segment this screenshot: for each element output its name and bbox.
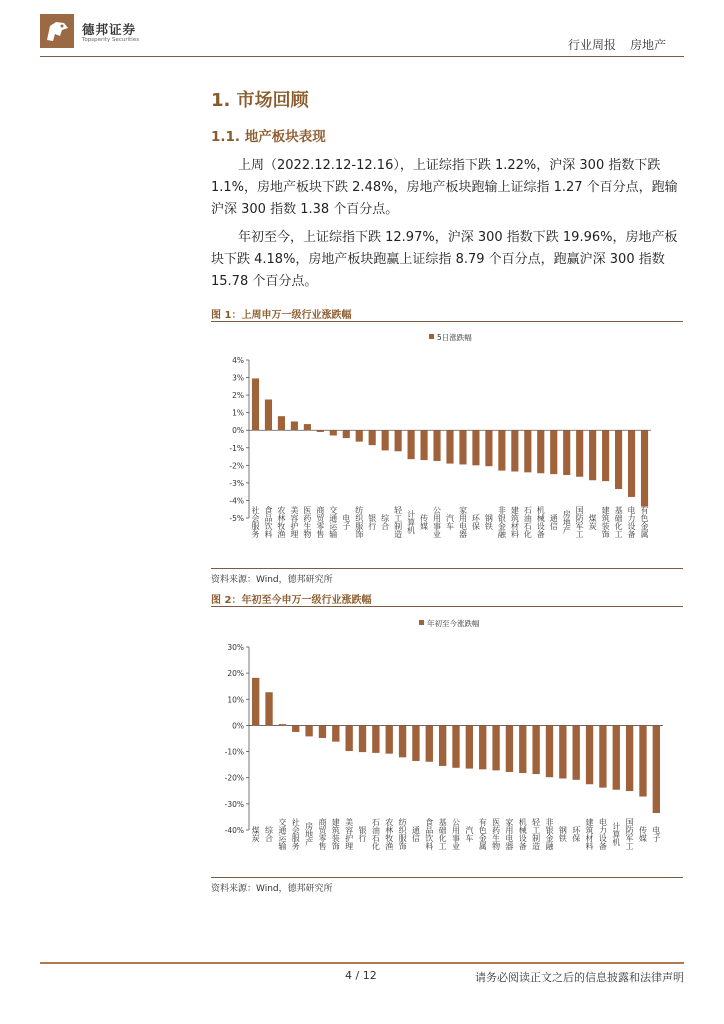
bar	[573, 725, 580, 779]
figure-1-title: 图 1：上周申万一级行业涨跌幅	[211, 310, 352, 321]
x-tick-label: 汽车	[464, 826, 474, 842]
x-tick-label: 医药生物	[302, 506, 312, 538]
y-tick-label: -30%	[224, 799, 244, 809]
bar	[472, 430, 479, 465]
legend-swatch	[429, 334, 434, 339]
x-tick-label: 计算机	[406, 510, 416, 534]
bar	[399, 725, 406, 757]
bar	[599, 725, 606, 787]
x-tick-label: 石油石化	[523, 506, 533, 538]
bar	[653, 725, 660, 813]
x-tick-label: 传媒	[419, 514, 429, 530]
bar	[319, 725, 326, 738]
x-tick-label: 电子	[651, 826, 661, 842]
x-tick-label: 公用事业	[432, 506, 442, 538]
figure-1-bottom-rule	[211, 568, 683, 569]
y-tick-label: 10%	[227, 695, 244, 705]
x-tick-label: 社会服务	[291, 818, 301, 850]
x-tick-label: 银行	[358, 826, 368, 842]
x-tick-label: 传媒	[638, 826, 648, 842]
y-tick-label: -2%	[229, 461, 244, 471]
figure-2-bottom-rule	[211, 877, 683, 878]
bar	[524, 430, 531, 472]
bar	[586, 725, 593, 784]
x-tick-label: 建筑装饰	[331, 818, 341, 850]
x-tick-label: 美容护理	[344, 818, 354, 850]
x-tick-label: 农林牧渔	[276, 506, 286, 538]
legal-disclaimer: 请务必阅读正文之后的信息披露和法律声明	[475, 971, 684, 984]
x-tick-label: 非银金融	[497, 506, 507, 538]
bar	[252, 678, 259, 726]
x-tick-label: 电子	[341, 514, 351, 530]
x-tick-label: 综合	[380, 514, 390, 530]
y-tick-label: 4%	[232, 356, 244, 365]
x-tick-label: 通信	[411, 826, 421, 842]
x-tick-label: 交通运输	[277, 818, 287, 850]
report-category	[568, 36, 666, 53]
paragraph-weekly: 上周（2022.12.12-12.16），上证综指下跌 1.22%，沪深 300 指数下跌 1.1%，房地产板块下跌 2.48%，房地产板块跑输上证综指 1.27 个百分点，跑输沪深 300 指数 1.38 个百分点。	[211, 158, 678, 217]
bar	[439, 725, 446, 766]
bar	[356, 430, 363, 441]
x-tick-label: 房地产	[304, 822, 314, 846]
x-tick-label: 建筑材料	[510, 506, 520, 538]
bar	[292, 725, 299, 732]
x-tick-label: 电力设备	[598, 818, 608, 850]
paragraph-ytd: 年初至今，上证综指下跌 12.97%，沪深 300 指数下跌 19.96%，房地产板块下跌 4.18%，房地产板块跑赢上证综指 8.79 个百分点，跑赢沪深 300 指数 15.78 个百分点。	[211, 230, 678, 289]
bar	[252, 378, 259, 430]
bar	[459, 430, 466, 464]
bar	[452, 725, 459, 767]
x-tick-label: 环保	[571, 826, 581, 842]
x-tick-label: 交通运输	[328, 506, 338, 538]
bar	[345, 725, 352, 751]
x-tick-label: 食品饮料	[263, 506, 273, 538]
bar	[479, 725, 486, 769]
figure-1-source: 资料来源：Wind，德邦研究所	[211, 575, 333, 585]
x-tick-label: 汽车	[445, 514, 455, 530]
y-tick-label: 30%	[227, 643, 244, 652]
bar	[305, 725, 312, 736]
figure-2-source: 资料来源：Wind，德邦研究所	[211, 884, 333, 894]
x-tick-label: 房地产	[562, 510, 572, 534]
bar	[317, 430, 324, 432]
bar	[589, 430, 596, 480]
industry-label: 房地产	[629, 38, 666, 52]
bar	[537, 430, 544, 473]
y-tick-label: 1%	[232, 408, 244, 418]
company-logo	[40, 14, 160, 48]
bar	[369, 430, 376, 445]
x-tick-label: 建筑装饰	[601, 506, 611, 538]
bar	[265, 692, 272, 725]
x-tick-label: 钢铁	[558, 826, 568, 842]
bar	[641, 430, 648, 506]
section-title: 1. 市场回顾	[211, 90, 309, 111]
x-tick-label: 轻工制造	[531, 818, 541, 850]
x-tick-label: 家用电器	[458, 506, 468, 538]
figure-2-top-rule	[211, 606, 683, 607]
bar	[639, 725, 646, 796]
x-tick-label: 计算机	[611, 822, 621, 846]
bar	[420, 430, 427, 460]
x-tick-label: 煤炭	[588, 514, 598, 530]
bar	[628, 430, 635, 497]
subsection-title: 1.1. 地产板块表现	[211, 129, 326, 145]
bar	[279, 724, 286, 725]
bar	[304, 424, 311, 430]
x-tick-label: 家用电器	[504, 818, 514, 850]
figure-1-top-rule	[211, 321, 683, 322]
x-tick-label: 商贸零售	[315, 506, 325, 538]
x-tick-label: 基础化工	[438, 818, 448, 850]
bar	[395, 430, 402, 451]
bar	[343, 430, 350, 438]
bar	[532, 725, 539, 774]
bar	[602, 430, 609, 481]
bar	[372, 725, 379, 752]
bar	[466, 725, 473, 768]
bar	[550, 430, 557, 474]
x-tick-label: 纺织服饰	[398, 818, 408, 850]
y-tick-label: -4%	[229, 496, 244, 506]
y-tick-label: -5%	[229, 514, 244, 523]
x-tick-label: 农林牧渔	[384, 818, 394, 850]
bar	[498, 430, 505, 470]
bar	[265, 400, 272, 431]
y-tick-label: -3%	[229, 478, 244, 488]
bar	[330, 430, 337, 435]
x-tick-label: 煤炭	[251, 826, 261, 842]
bar	[485, 430, 492, 466]
bar	[626, 725, 633, 791]
y-tick-label: -10%	[224, 747, 244, 757]
bar	[433, 430, 440, 461]
bar	[359, 725, 366, 752]
x-tick-label: 有色金属	[640, 506, 650, 538]
y-tick-label: 2%	[232, 391, 244, 401]
bar	[613, 725, 620, 789]
bar	[386, 725, 393, 753]
x-tick-label: 公用事业	[451, 818, 461, 850]
y-tick-label: 0%	[232, 426, 244, 436]
x-tick-label: 纺织服饰	[354, 506, 364, 538]
x-tick-label: 美容护理	[289, 506, 299, 538]
company-name: 德邦证券	[82, 22, 137, 37]
x-tick-label: 电力设备	[627, 506, 637, 538]
legend-label: 年初至今涨跌幅	[427, 619, 480, 628]
bar	[291, 421, 298, 430]
y-tick-label: -40%	[224, 826, 244, 835]
bar	[492, 725, 499, 770]
x-tick-label: 机械设备	[518, 818, 528, 850]
bar	[382, 430, 389, 450]
bar	[511, 430, 518, 471]
x-tick-label: 通信	[549, 514, 559, 530]
bar	[546, 725, 553, 777]
x-tick-label: 基础化工	[614, 506, 624, 538]
y-tick-label: 0%	[232, 721, 244, 731]
y-tick-label: 3%	[232, 373, 244, 383]
bar	[559, 725, 566, 778]
x-tick-label: 食品饮料	[424, 818, 434, 850]
bar	[446, 430, 453, 463]
legend-swatch	[419, 620, 424, 625]
x-tick-label: 银行	[367, 514, 377, 530]
x-tick-label: 环保	[471, 514, 481, 530]
bar	[278, 416, 285, 430]
report-type: 行业周报	[567, 38, 616, 52]
x-tick-label: 商贸零售	[317, 818, 327, 850]
bar	[412, 725, 419, 761]
chart-ytd-industry-change	[211, 609, 683, 875]
chart-weekly-industry-change	[211, 324, 683, 566]
x-tick-label: 社会服务	[250, 506, 260, 538]
x-tick-label: 钢铁	[484, 514, 494, 530]
x-tick-label: 非银金融	[544, 818, 554, 850]
company-english-name: Topsperity Securities	[82, 37, 140, 43]
legend-label: 5日涨跌幅	[437, 333, 472, 342]
page-number: 4 / 12	[345, 969, 377, 982]
header-divider	[40, 56, 684, 57]
x-tick-label: 医药生物	[491, 818, 501, 850]
bar	[426, 725, 433, 761]
x-tick-label: 建筑材料	[585, 818, 595, 850]
bar	[519, 725, 526, 773]
x-tick-label: 国防军工	[575, 506, 585, 538]
y-tick-label: -20%	[224, 773, 244, 783]
bar	[576, 430, 583, 477]
x-tick-label: 轻工制造	[393, 506, 403, 538]
x-tick-label: 综合	[264, 826, 274, 842]
bar	[563, 430, 570, 475]
bar	[506, 725, 513, 772]
bar	[408, 430, 415, 459]
x-tick-label: 机械设备	[536, 506, 546, 538]
y-tick-label: 20%	[227, 669, 244, 679]
figure-2-title: 图 2：年初至今申万一级行业涨跌幅	[211, 595, 372, 606]
x-tick-label: 石油石化	[371, 818, 381, 850]
footer-divider	[40, 962, 684, 964]
y-tick-label: -1%	[229, 443, 244, 453]
bar	[615, 430, 622, 489]
logo-icon	[40, 14, 74, 48]
x-tick-label: 有色金属	[478, 818, 488, 850]
bar	[332, 725, 339, 741]
x-tick-label: 国防军工	[625, 818, 635, 850]
